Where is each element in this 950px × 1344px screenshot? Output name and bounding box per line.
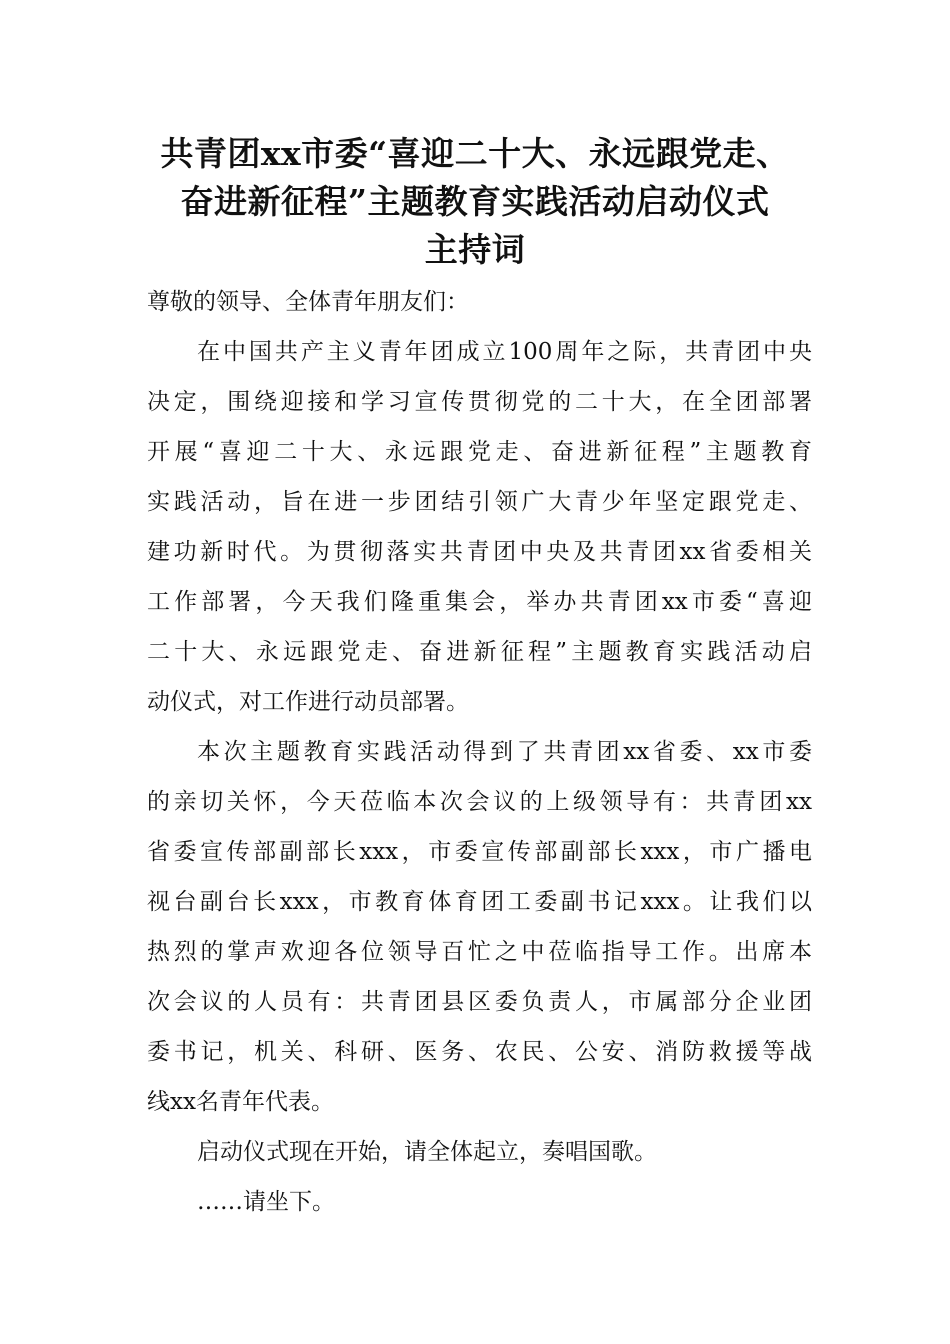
paragraph-line: 本次主题教育实践活动得到了共青团xx省委、xx市委 [197, 739, 812, 765]
paragraph-line: 省委宣传部副部长xxx，市委宣传部副部长xxx，市广播电 [147, 839, 812, 865]
paragraph-line: 开展“喜迎二十大、永远跟党走、奋进新征程”主题教育 [147, 439, 812, 465]
salutation-line: 尊敬的领导、全体青年朋友们： [147, 289, 469, 315]
paragraph-line: 的亲切关怀，今天莅临本次会议的上级领导有：共青团xx [147, 789, 812, 815]
document-body [147, 285, 812, 1235]
paragraph-line: ……请坐下。 [197, 1189, 335, 1215]
paragraph-line: 视台副台长xxx，市教育体育团工委副书记xxx。让我们以 [147, 889, 812, 915]
paragraph-line: 线xx名青年代表。 [147, 1089, 334, 1115]
paragraph-line: 在中国共产主义青年团成立100周年之际，共青团中央 [197, 339, 812, 365]
paragraph-line: 委书记，机关、科研、医务、农民、公安、消防救援等战 [147, 1039, 812, 1065]
paragraph-line: 启动仪式现在开始，请全体起立，奏唱国歌。 [197, 1139, 657, 1165]
paragraph-line: 工作部署，今天我们隆重集会，举办共青团xx市委“喜迎 [147, 589, 812, 615]
paragraph-line: 动仪式，对工作进行动员部署。 [147, 689, 469, 715]
title-line: 共青团xx市委“喜迎二十大、永远跟党走、 [160, 134, 790, 173]
paragraph-line: 决定，围绕迎接和学习宣传贯彻党的二十大，在全团部署 [147, 389, 812, 415]
document-title [100, 130, 850, 274]
title-line: 主持词 [424, 230, 526, 269]
paragraph-line: 实践活动，旨在进一步团结引领广大青少年坚定跟党走、 [147, 489, 812, 515]
paragraph-line: 热烈的掌声欢迎各位领导百忙之中莅临指导工作。出席本 [147, 939, 812, 965]
title-line: 奋进新征程”主题教育实践活动启动仪式 [180, 182, 770, 221]
paragraph-line: 建功新时代。为贯彻落实共青团中央及共青团xx省委相关 [147, 539, 812, 565]
paragraph-line: 次会议的人员有：共青团县区委负责人，市属部分企业团 [147, 989, 812, 1015]
paragraph-line: 二十大、永远跟党走、奋进新征程”主题教育实践活动启 [147, 639, 812, 665]
